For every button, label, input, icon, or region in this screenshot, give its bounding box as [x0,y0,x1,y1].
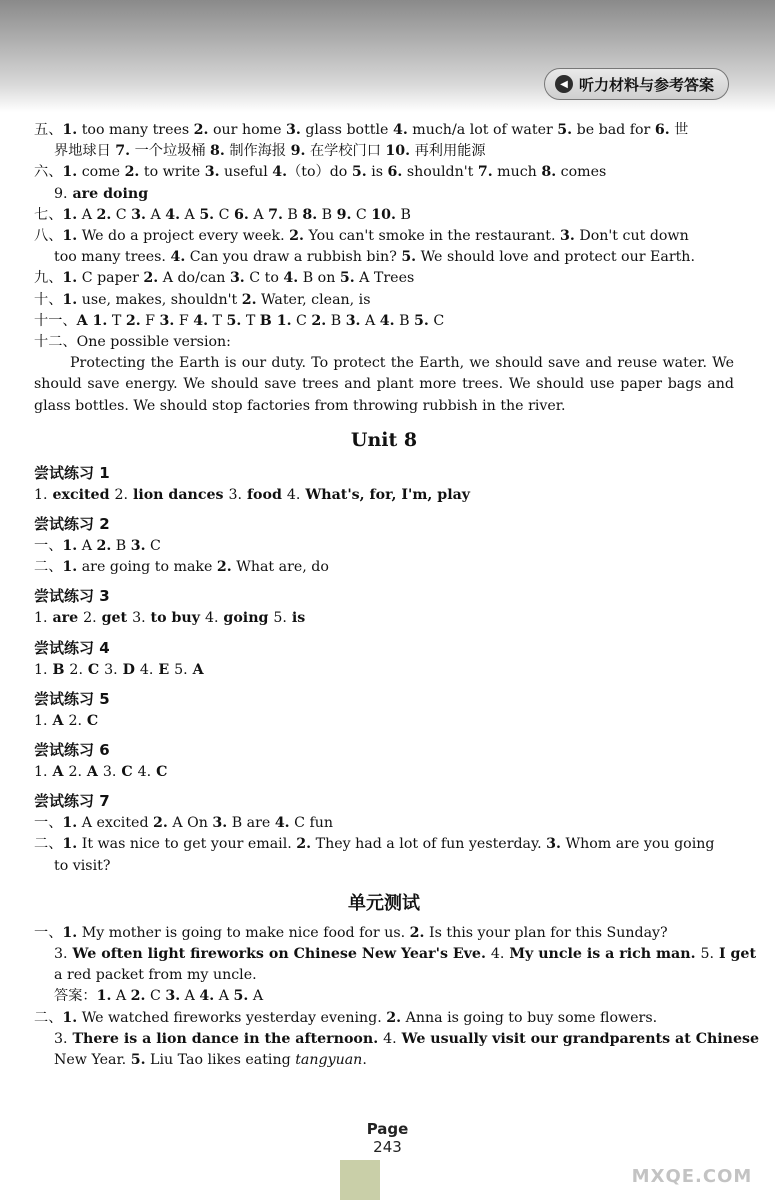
answer-text: You can't smoke in the restaurant. [303,228,561,245]
answer-text: 十、 [34,291,63,308]
test-part-1-answers [34,986,734,1007]
page-label: Page [366,1120,409,1138]
answer-text: What are, do [231,559,329,576]
answer-text: B [395,206,411,223]
answer-text: come [77,164,125,181]
question-number: 2. [96,206,112,223]
question-number: My uncle is a rich man. [504,946,701,963]
question-number: 1. [62,559,78,576]
answer-text: They had a lot of fun yesterday. [311,836,547,853]
question-number: 5. [339,270,355,287]
question-number: 9. [336,206,352,223]
answer-text: 1. [34,764,48,781]
question-number: E [153,661,175,678]
question-number: C [151,764,168,781]
question-number: 7. [115,143,131,160]
answer-text: C [291,312,312,329]
answer-line-11 [34,311,734,332]
section-badge-label: 听力材料与参考答案 [578,75,714,94]
footer-decoration [340,1160,380,1200]
question-number: 4. [193,312,209,329]
answer-line-6-2 [34,184,734,205]
answer-text: 在学校门口 [305,143,386,160]
question-number: 1. [62,122,78,138]
answer-text: to write [139,164,205,181]
test-part-1-line-3: a red packet from my uncle. [54,967,257,984]
question-number: 4. [165,206,181,223]
answer-text: T [241,312,260,329]
question-number: We often light fireworks on Chinese New Year's Eve. [67,946,491,963]
answer-text: much [492,164,542,181]
question-number: B [47,661,70,678]
question-number: are [47,610,84,627]
question-number: 2. [386,1009,402,1026]
question-number: 2. [296,836,312,853]
answer-text: 5. [273,610,287,627]
question-number: 1. [62,815,78,832]
question-number: 4. [199,988,215,1005]
sample-essay-text: Protecting the Earth is our duty. To protect the Earth, we should save and reuse water. We should save energy. We should save trees and plant more trees. We should use paper bags and glass bottles. We should stop factories from throwing rubbish in the river. [34,355,734,414]
question-number: 3. [130,538,146,555]
question-number: 5. [226,312,242,329]
answer-line-8-2 [34,247,734,268]
practice-2-heading: 尝试练习 2 [34,515,110,534]
answer-text: Is this your plan for this Sunday? [424,924,668,941]
answer-text: 世 [669,122,689,138]
question-number: 1. [62,1009,78,1026]
answer-text: 一、 [34,924,63,941]
answer-line-8-1 [34,226,734,247]
question-number: 2. [241,291,257,308]
question-number: 3. [560,228,575,245]
answer-text: C [145,538,161,555]
question-number: 2. [311,312,327,329]
answer-text: 1. [34,712,48,729]
answer-text: A [360,312,380,329]
question-number: 1. [62,291,78,308]
answer-text: Can you draw a rubbish bin? [185,249,402,266]
answer-text: Water, clean, is [256,291,371,308]
practice-7-answers-3: to visit? [54,857,111,874]
answer-text: is [366,164,388,181]
answer-text: 3. [102,764,117,781]
answer-text: F [140,312,160,329]
question-number: 5. [130,1052,146,1069]
practice-2-answers-1 [34,536,734,557]
test-part-2-line-1 [34,1008,734,1029]
question-number: 1. [62,924,78,941]
answer-text: New Year. [54,1052,131,1069]
answer-text: T [107,312,126,329]
question-number: 1. [62,206,78,223]
answer-text: A On [167,815,213,832]
answer-text: Whom are you going [560,836,715,853]
question-number: C [81,712,99,729]
answer-text: 2. [68,764,82,781]
answer-text: B are [227,815,275,832]
practice-7-heading: 尝试练习 7 [34,792,110,811]
answer-text: 5. [174,661,188,678]
answer-text: C [111,206,132,223]
answer-text: 3. [54,1030,68,1047]
answer-text: A [180,988,200,1005]
answer-text: A excited [77,815,154,832]
question-number: 3. [165,988,181,1005]
question-number: A [187,661,204,678]
question-number: 7. [268,206,283,223]
answer-text: A do/can [158,270,230,287]
answer-text: A [248,206,269,223]
answer-text: A Trees [354,270,415,287]
question-number: 2. [125,312,141,329]
answer-text: 2. [69,661,83,678]
question-number: D [117,661,140,678]
question-number: 4. [274,815,290,832]
practice-7-answers-2 [34,834,734,855]
question-number: 9. [290,143,306,160]
practice-6-heading: 尝试练习 6 [34,741,110,760]
answer-text: 2. [83,610,97,627]
question-number: 2. [216,559,232,576]
answer-text: F [174,312,194,329]
question-number: 1. [96,988,112,1005]
answer-text: 1. [34,661,48,678]
question-number: 8. [541,164,557,181]
question-number: 2. [130,988,146,1005]
question-number: C [116,764,138,781]
question-number: food [242,486,287,503]
question-number: get [96,610,133,627]
answer-text: our home [208,122,286,138]
test-part-1-line-2 [34,944,757,965]
question-number: 10. [371,206,396,223]
answer-text: 五、 [34,122,63,138]
test-part-2-line-2 [34,1029,760,1050]
unit-title: Unit 8 [350,428,418,451]
practice-7-answers-1 [34,813,734,834]
answer-text: B [326,312,346,329]
practice-1-answers [34,485,734,506]
answer-text: are going to make [77,559,217,576]
practice-5-answers [34,711,734,732]
question-number: going [218,610,274,627]
answer-text: 4. [490,946,505,963]
answer-text: C fun [289,815,334,832]
question-number: 3. [204,164,220,181]
answer-text: 2. [68,712,82,729]
answer-text: 九、 [34,270,63,287]
test-part-2-line-3 [34,1050,734,1071]
question-number: 3. [546,836,561,853]
watermark-text: MXQE.COM [631,1166,753,1187]
answer-line-5-1 [34,120,734,141]
test-part-1-line-1 [34,923,734,944]
answer-text: useful [219,164,273,181]
question-number: 8. [302,206,318,223]
question-number: We usually visit our grandparents at Chinese [396,1030,760,1047]
question-number: 5. [401,249,417,266]
answer-text: （to）do [287,164,352,181]
answer-text: We should love and protect our Earth. [416,249,695,266]
left-arrow-icon: ◀ [555,75,573,93]
question-number: 1. [62,228,78,245]
question-number: 2. [289,228,304,245]
question-number: to buy [145,610,205,627]
answer-text: A [180,206,200,223]
question-number: 4. [170,249,186,266]
answer-text: It was nice to get your email. [77,836,297,853]
question-number: 6. [387,164,403,181]
question-number: excited [47,486,115,503]
practice-3-heading: 尝试练习 3 [34,587,110,606]
question-number: 1. [62,538,78,555]
answer-text: B [394,312,415,329]
answer-text: . [362,1052,367,1069]
question-number: 3. [131,206,146,223]
question-number: A 1. [76,312,108,329]
answer-text: 六、 [34,164,63,181]
answer-text: 4. [137,764,152,781]
answer-text: 一个垃圾桶 [130,143,211,160]
question-number: 5. [233,988,249,1005]
answer-text: B [111,538,131,555]
question-number: 6. [234,206,249,223]
question-number: 3. [159,312,175,329]
question-number: 4. [392,122,408,138]
answer-text: 一、 [34,538,63,555]
answer-text: A [77,538,97,555]
page-number: 243 [373,1138,402,1156]
question-number: 2. [153,815,168,832]
question-number: 4. [379,312,395,329]
question-number: There is a lion dance in the afternoon. [67,1030,384,1047]
question-number: What's, for, I'm, play [300,486,471,503]
answer-line-9 [34,268,734,289]
answer-text: C [428,312,445,329]
answer-text: 七、 [34,206,63,223]
answer-text: shouldn't [402,164,478,181]
question-number: 4. [272,164,288,181]
answer-text: 2. [114,486,128,503]
answer-text: 二、 [34,1009,63,1026]
unit-test-title: 单元测试 [348,892,420,914]
question-number: A [47,712,69,729]
question-number: A [47,764,69,781]
practice-4-heading: 尝试练习 4 [34,638,110,657]
answer-text: 一、 [34,815,63,832]
question-number: 4. [283,270,299,287]
answer-text: C [145,988,166,1005]
question-number: I get [714,946,757,963]
answer-text: A [214,988,234,1005]
practice-4-answers [34,660,734,681]
question-number: 3. [286,122,301,138]
answer-text: We watched fireworks yesterday evening. [77,1009,387,1026]
answer-content [34,120,760,1071]
practice-1-heading: 尝试练习 1 [34,463,110,482]
question-number: 5. [414,312,429,329]
answer-text: 4. [286,486,301,503]
answer-text: T [208,312,227,329]
question-number: B 1. [259,312,292,329]
question-number: 3. [229,270,245,287]
answer-line-5-2 [34,141,734,162]
answer-line-6-1 [34,162,734,183]
question-number: 10. [385,143,411,160]
answer-text: 界地球日 [54,143,116,160]
answer-text: 十一、 [34,312,77,329]
answer-text: 1. [34,486,48,503]
question-number: are doing [67,185,149,202]
answer-text: 4. [383,1030,397,1047]
question-number: 2. [96,538,112,555]
question-number: 2. [143,270,159,287]
answer-text: 再利用能源 [410,143,486,160]
answer-text: A [77,206,97,223]
question-number: is [286,610,306,627]
question-number: 5. [351,164,367,181]
question-number: C [82,661,105,678]
answer-text: 4. [139,661,154,678]
answer-line-10 [34,290,734,311]
question-number: 1. [62,270,78,287]
answer-text: 9. [54,185,68,202]
practice-6-answers [34,762,734,783]
answer-text: too many trees [77,122,194,138]
answer-text: Don't cut down [574,228,689,245]
question-number: 3. [345,312,361,329]
answer-text: 5. [700,946,714,963]
practice-5-heading: 尝试练习 5 [34,689,110,708]
answer-text: C paper [77,270,144,287]
answer-text: much/a lot of water [407,122,558,138]
question-number: 6. [654,122,670,138]
answer-text: 3. [104,661,118,678]
answer-text: 制作海报 [224,143,291,160]
answer-text: A [111,988,131,1005]
question-number: 8. [210,143,225,160]
question-number: 2. [193,122,209,138]
answer-text: B [317,206,337,223]
question-number: tangyuan [295,1052,363,1069]
answer-text: comes [556,164,607,181]
answer-text: 3. [54,946,68,963]
answer-text: C [214,206,234,223]
answer-text: A [248,988,264,1005]
answer-text: Anna is going to buy some flowers. [401,1009,658,1026]
answer-text: B [282,206,303,223]
answer-text: be bad for [572,122,655,138]
question-number: 2. [409,924,425,941]
question-number: 5. [199,206,215,223]
practice-2-answers-2 [34,557,734,578]
question-number: 5. [557,122,573,138]
answer-line-12-head: 十二、One possible version: [34,334,231,351]
answer-text: A [145,206,166,223]
answer-text: glass bottle [300,122,393,138]
answer-text: We do a project every week. [77,228,290,245]
question-number: 1. [62,836,78,853]
answer-text: 1. [34,610,48,627]
question-number: lion dances [128,486,229,503]
answer-text: too many trees. [54,249,171,266]
answer-text: C [351,206,372,223]
answer-text: 4. [204,610,219,627]
answer-text: 二、 [34,836,63,853]
question-number: 1. [62,164,78,181]
answer-text: Liu Tao likes eating [145,1052,296,1069]
answer-text: 二、 [34,559,63,576]
sample-essay [0,353,734,417]
practice-3-answers [34,608,734,629]
answer-text: 八、 [34,228,63,245]
answer-text: C to [244,270,284,287]
site-watermark [617,1128,767,1198]
section-badge [544,68,729,100]
answer-text: use, makes, shouldn't [77,291,242,308]
answer-line-7 [34,205,734,226]
answer-text: B on [298,270,340,287]
answer-text: 3. [228,486,243,503]
question-number: A [81,764,103,781]
question-number: 3. [212,815,228,832]
answer-text: 3. [132,610,146,627]
question-number: 2. [124,164,140,181]
answer-text: 答案： [54,988,97,1005]
answer-text: My mother is going to make nice food for us. [77,924,410,941]
question-number: 7. [477,164,493,181]
